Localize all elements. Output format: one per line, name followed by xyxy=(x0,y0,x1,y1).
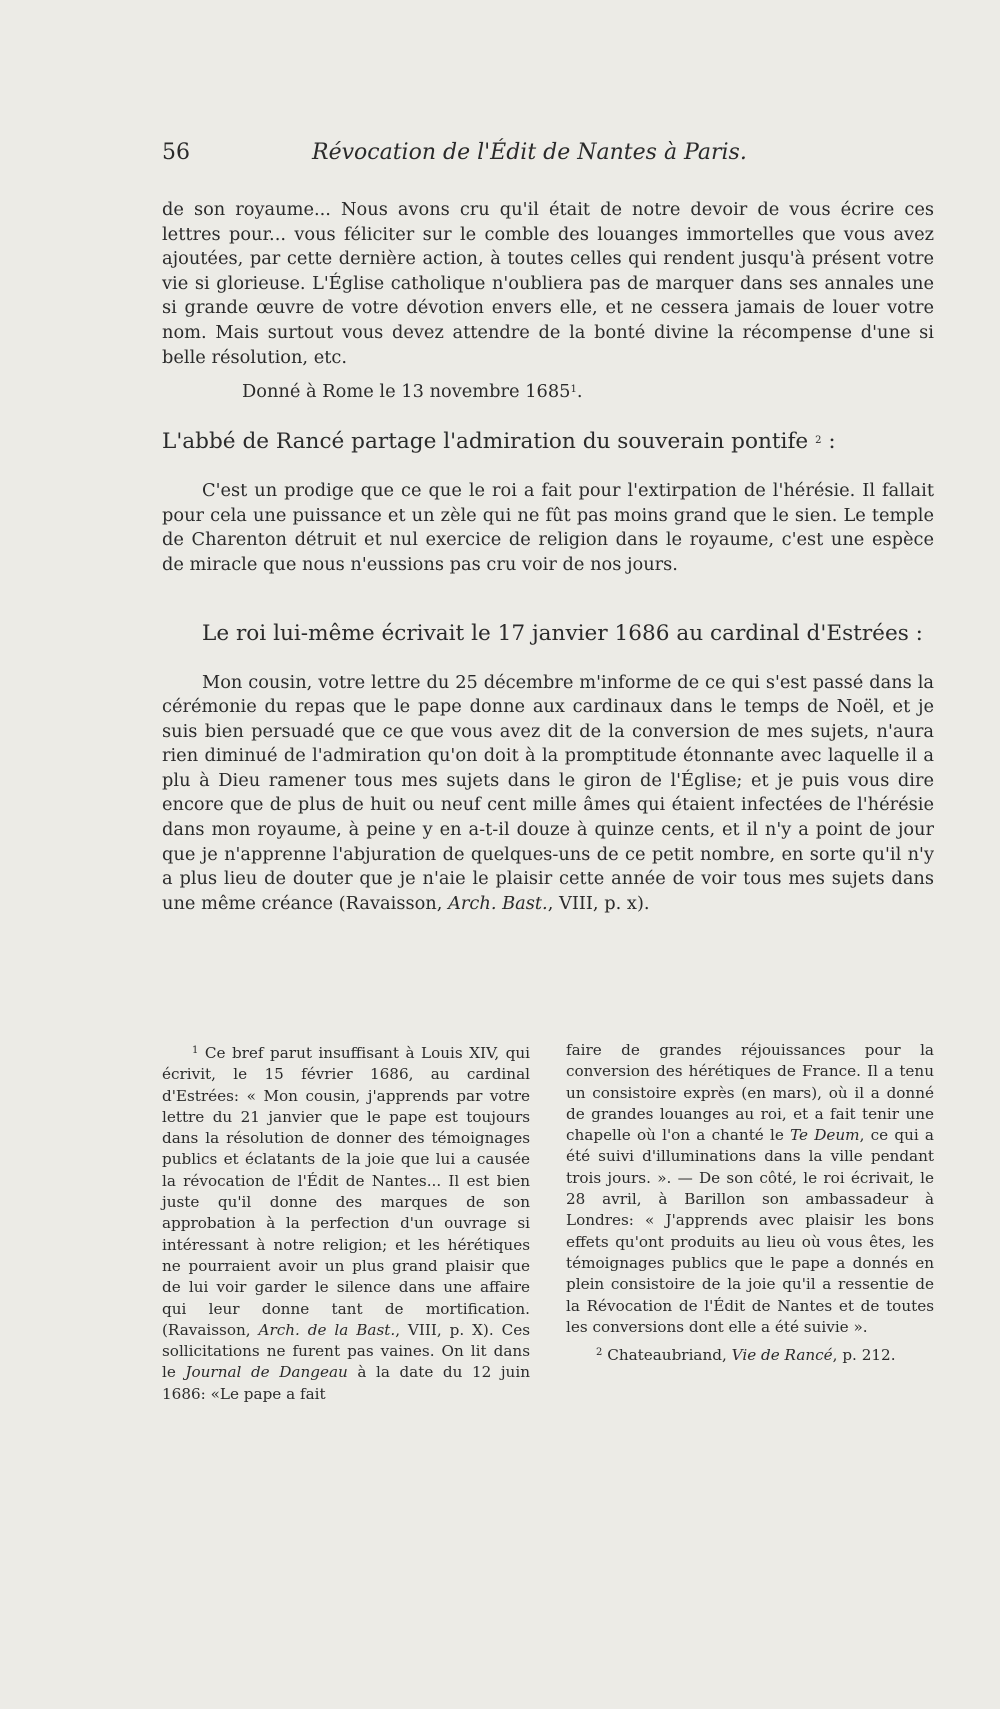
footnotes xyxy=(162,1040,934,1405)
rance-intro-text: L'abbé de Rancé partage l'admiration du souverain pontife xyxy=(162,429,809,455)
page-header xyxy=(162,140,934,184)
footnote-1-work-a: Arch. de la Bast. xyxy=(258,1320,396,1339)
rance-quote: C'est un prodige que ce que le roi a fait pour l'extirpation de l'hérésie. Il fallait pour cela une puissance et un zèle qui ne fût pas moins grand que le sien. Le temple de Charenton détruit et nul exercice de religion dans le royaume, c'est une espèce de miracle que nous n'eussions pas cru voir de nos jours. xyxy=(162,479,934,575)
footnote-1-cont-work: Te Deum xyxy=(790,1126,860,1145)
footnote-1-cont-text-a: faire de grandes réjouissances pour la conversion des hérétiques de France. Il a tenu un consistoire exprès (en mars), où il a donné de grandes louanges au roi, et a fait tenir une chapelle où l'on a chanté le xyxy=(566,1041,934,1145)
footnote-2-mark: 2 xyxy=(596,1347,603,1359)
king-cite-open: (Ravaisson, xyxy=(338,892,449,914)
footnote-1-cont-text-b: , ce qui a été suivi d'illuminations dans la ville pendant trois jours. ». — De son côté, le roi écrivait, le 28 avril, à Barillon son ambassadeur à Londres: « J'apprends avec plaisir les bons effets qu'ont produits au lieu où vous êtes, les témoignages publics que le pape a donnés en plein consistoire de la joie qu'il a ressentie de la Révocation de l'Édit de Nantes et de toutes les conversions dont elle a été suivie ». xyxy=(566,1126,934,1336)
page-number: 56 xyxy=(162,140,190,165)
footnote-1-mark: 1 xyxy=(192,1045,199,1056)
footnote-2-end: , p. 212. xyxy=(832,1346,896,1365)
running-title: Révocation de l'Édit de Nantes à Paris. xyxy=(312,140,747,165)
king-cite-work: Arch. Bast. xyxy=(448,892,548,914)
king-letter-block xyxy=(162,671,934,917)
date-end: . xyxy=(576,381,583,403)
footnote-1-text-b: , VIII, p. X). Ces sollicitations ne furent pas vaines. On lit dans le xyxy=(162,1320,530,1382)
footnote-1-text-a: Ce bref parut insuffisant à Louis XIV, qui écrivit, le 15 février 1686, au cardinal d'Estrées: « Mon cousin, j'apprends par votre lettre du 21 janvier que le pape est toujours dans la résolution de donner des témoignages publics et éclatants de la joie que lui a causée la révocation de l'Édit de Nantes... Il est bien juste qu'il donne des marques de son approbation à la perfection d'un ouvrage si intéressant à notre religion; et les hérétiques ne pourraient avoir un plus grand plaisir que de lui voir garder le silence dans une affaire qui leur donne tant de mortification. (Ravaisson, xyxy=(162,1044,530,1339)
footnote-1-continued xyxy=(566,1040,934,1338)
rance-colon: : xyxy=(821,429,836,455)
footnote-2-work: Vie de Rancé xyxy=(731,1346,833,1365)
footnote-1 xyxy=(162,1040,530,1405)
footnote-2 xyxy=(566,1342,934,1366)
footnote-2-text: Chateaubriand, xyxy=(607,1346,732,1365)
footnote-1-work-b: Journal de Dangeau xyxy=(185,1363,348,1382)
king-cite-close: , VIII, p. x). xyxy=(547,892,650,914)
footnote-1-text-c: à la date du 12 juin 1686: «Le pape a fait xyxy=(162,1363,530,1403)
papal-letter-ending: de son royaume... Nous avons cru qu'il était de notre devoir de vous écrire ces lettres pour... vous féliciter sur le comble des louanges immortelles que vous avez ajoutées, par cette dernière action, à toutes celles qui rendent jusqu'à présent votre vie si glorieuse. L'Église catholique n'oubliera pas de marquer dans ses annales une si grande œuvre de votre dévotion envers elle, et ne cessera jamais de louer votre nom. Mais surtout vous devez attendre de la bonté divine la récompense d'une si belle résolution, etc. xyxy=(162,199,934,368)
footnotes-column-left xyxy=(162,1040,530,1405)
rance-paragraph xyxy=(162,426,934,457)
date-text: Donné à Rome le 13 novembre 1685 xyxy=(242,381,571,403)
king-paragraph xyxy=(162,619,934,649)
footnote-ref-2[interactable]: 2 xyxy=(815,435,822,447)
rance-quote-block xyxy=(162,479,934,577)
main-text xyxy=(162,198,934,405)
king-letter-text: Mon cousin, votre lettre du 25 décembre m'informe de ce qui s'est passé dans la cérémonie du repas que le pape donne aux cardinaux dans le temps de Noël, et je suis bien persuadé que ce que vous avez dit de la conversion de mes sujets, n'aura rien diminué de l'admiration qu'on doit à la promptitude étonnante avec laquelle il a plu à Dieu ramener tous mes sujets dans le giron de l'Église; et je puis vous dire encore que de plus de huit ou neuf cent mille âmes qui étaient infectées de l'hérésie dans mon royaume, à peine y en a-t-il douze à quinze cents, et il n'y a point de jour que je n'apprenne l'abjuration de quelques-uns de ce petit nombre, en sorte qu'il n'y a plus lieu de douter que je n'aie le plaisir cette année de voir tous mes sujets dans une même créance xyxy=(162,671,934,914)
date-line xyxy=(162,378,934,405)
footnotes-column-right xyxy=(566,1040,934,1405)
king-letter xyxy=(162,671,934,917)
rance-intro xyxy=(162,426,934,457)
king-intro: Le roi lui-même écrivait le 17 janvier 1686 au cardinal d'Estrées : xyxy=(202,620,923,646)
footnote-ref-1[interactable]: 1 xyxy=(570,384,577,396)
